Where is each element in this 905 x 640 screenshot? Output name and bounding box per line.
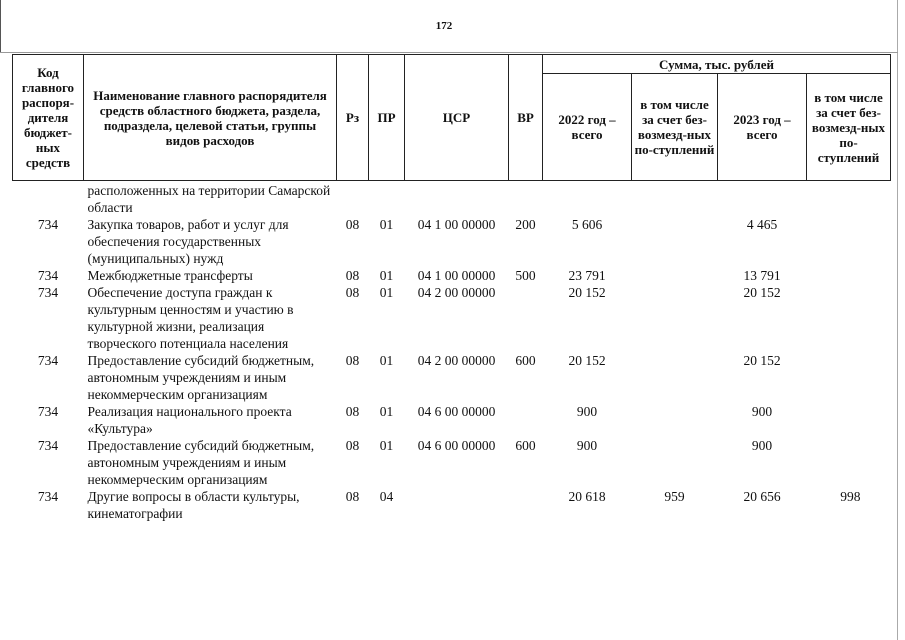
table-body	[13, 181, 891, 523]
table-row	[13, 352, 891, 403]
cell-2023-free: 998	[840, 489, 861, 504]
cell-pr: 01	[379, 404, 394, 419]
cell-2023-free	[807, 181, 891, 217]
cell-2022-total: 20 152	[568, 285, 606, 300]
header-name: Наименование главного распорядителя средств областного бюджета, раздела, подраздела, целевой статьи, группы видов расходов	[84, 55, 337, 181]
header-2023-free: в том числе за счет без-возмезд-ных по-ступлений	[807, 74, 891, 181]
header-pr: ПР	[369, 55, 405, 181]
table-header	[13, 55, 891, 181]
cell-name: Предоставление субсидий бюджетным, автономным учреждениям и иным некоммерческим организациям	[87, 353, 315, 402]
cell-csr: 04 2 00 00000	[417, 353, 496, 368]
cell-2023-free	[807, 267, 891, 284]
cell-csr: 04 2 00 00000	[417, 285, 496, 300]
cell-2022-total	[543, 181, 632, 217]
cell-code: 734	[37, 353, 59, 368]
cell-2022-free	[632, 181, 718, 217]
cell-name: Межбюджетные трансферты	[87, 268, 253, 283]
cell-name: расположенных на территории Самарской области	[87, 183, 331, 215]
cell-name: Другие вопросы в области культуры, кинематографии	[87, 489, 300, 521]
header-2023-total: 2023 год – всего	[718, 74, 807, 181]
cell-vr: 500	[515, 268, 536, 283]
cell-2022-total: 20 618	[568, 489, 606, 504]
table-row	[13, 216, 891, 267]
cell-rz: 08	[345, 353, 360, 368]
cell-csr: 04 6 00 00000	[417, 404, 496, 419]
cell-2022-free	[632, 216, 718, 267]
cell-2022-total: 900	[576, 438, 598, 453]
cell-name: Закупка товаров, работ и услуг для обеспечения государственных (муниципальных) нужд	[87, 217, 289, 266]
cell-pr: 01	[379, 353, 394, 368]
cell-2022-free: 959	[664, 489, 685, 504]
cell-vr	[509, 181, 543, 217]
cell-csr: 04 6 00 00000	[417, 438, 496, 453]
cell-rz: 08	[345, 438, 360, 453]
table-row	[13, 284, 891, 352]
cell-2023-free	[807, 216, 891, 267]
cell-code: 734	[37, 285, 59, 300]
header-code: Код главного распоря-дителя бюджет-ных средств	[13, 55, 84, 181]
cell-pr: 01	[379, 438, 394, 453]
cell-csr	[405, 181, 509, 217]
header-vr: ВР	[509, 55, 543, 181]
table-row	[13, 181, 891, 217]
header-2022-free: в том числе за счет без-возмезд-ных по-ступлений	[632, 74, 718, 181]
header-rz: Рз	[337, 55, 369, 181]
cell-2022-total: 20 152	[568, 353, 606, 368]
cell-2022-total: 900	[576, 404, 598, 419]
cell-2023-free	[807, 284, 891, 352]
cell-name: Обеспечение доступа граждан к культурным ценностям и участию в культурной жизни, реализация творческого потенциала населения	[87, 285, 294, 351]
cell-2023-total: 20 656	[743, 489, 781, 504]
cell-rz: 08	[345, 268, 360, 283]
cell-2022-free	[632, 403, 718, 437]
cell-2023-free	[807, 403, 891, 437]
cell-code: 734	[37, 404, 59, 419]
table-row	[13, 403, 891, 437]
header-csr: ЦСР	[405, 55, 509, 181]
cell-rz: 08	[345, 217, 360, 232]
cell-rz	[337, 181, 369, 217]
cell-2023-free	[807, 352, 891, 403]
cell-pr	[369, 181, 405, 217]
cell-pr: 01	[379, 268, 394, 283]
cell-code: 734	[37, 268, 59, 283]
cell-csr: 04 1 00 00000	[417, 268, 496, 283]
cell-pr: 01	[379, 217, 394, 232]
cell-2023-total: 900	[751, 404, 773, 419]
cell-code: 734	[37, 217, 59, 232]
cell-vr: 600	[515, 438, 536, 453]
header-2022-total: 2022 год – всего	[543, 74, 632, 181]
cell-2022-total: 23 791	[568, 268, 606, 283]
right-margin-rule	[897, 0, 898, 640]
cell-vr	[509, 488, 543, 522]
cell-pr: 04	[379, 489, 394, 504]
cell-code: 734	[37, 438, 59, 453]
cell-2023-total: 4 465	[746, 217, 778, 232]
cell-csr: 04 1 00 00000	[417, 217, 496, 232]
cell-vr: 600	[515, 353, 536, 368]
cell-2023-total	[718, 181, 807, 217]
cell-pr: 01	[379, 285, 394, 300]
cell-rz: 08	[345, 404, 360, 419]
cell-2022-free	[632, 284, 718, 352]
cell-vr	[509, 284, 543, 352]
cell-2022-free	[632, 352, 718, 403]
cell-2023-total: 20 152	[743, 285, 781, 300]
cell-2022-free	[632, 267, 718, 284]
cell-vr	[509, 403, 543, 437]
budget-table	[12, 54, 891, 522]
cell-2023-total: 900	[751, 438, 773, 453]
header-sum-group: Сумма, тыс. рублей	[543, 55, 891, 74]
cell-2022-free	[632, 437, 718, 488]
cell-2022-total: 5 606	[571, 217, 603, 232]
cell-vr: 200	[515, 217, 536, 232]
cell-2023-total: 13 791	[743, 268, 781, 283]
top-rule	[0, 52, 898, 53]
cell-name: Предоставление субсидий бюджетным, автономным учреждениям и иным некоммерческим организациям	[87, 438, 315, 487]
page-number: 172	[435, 20, 453, 32]
table-row	[13, 267, 891, 284]
cell-rz: 08	[345, 285, 360, 300]
cell-2023-free	[807, 437, 891, 488]
cell-code: 734	[37, 489, 59, 504]
table-row	[13, 437, 891, 488]
cell-csr	[405, 488, 509, 522]
cell-code	[13, 181, 84, 217]
cell-name: Реализация национального проекта «Культура»	[87, 404, 292, 436]
cell-2023-total: 20 152	[743, 353, 781, 368]
table-row	[13, 488, 891, 522]
cell-rz: 08	[345, 489, 360, 504]
